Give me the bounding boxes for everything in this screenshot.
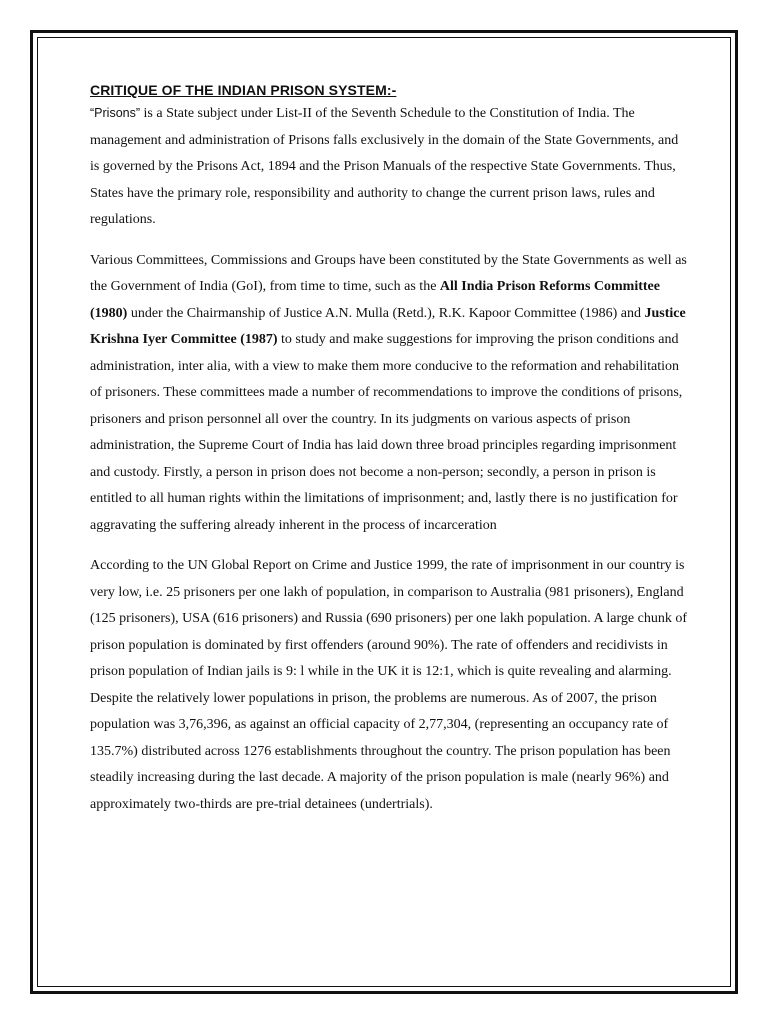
document-title: CRITIQUE OF THE INDIAN PRISON SYSTEM:- [90, 82, 397, 98]
document-body [90, 80, 690, 832]
paragraph-text: According to the UN Global Report on Crime and Justice 1999, the rate of imprisonment in our country is very low, i.e. 25 prisoners per one lakh of population, in comparison to Australia (981 prisoners), England (125 prisoners), USA (616 prisoners) and Russia (690 prisoners) per one lakh population. A large chunk of prison population is dominated by first offenders (around 90%). The rate of offenders and recidivists in prison population of Indian jails is 9: l while in the UK it is 12:1, which is quite revealing and alarming. Despite the relatively lower populations in prison, the problems are numerous. As of 2007, the prison population was 3,76,396, as against an official capacity of 2,77,304, (representing an occupancy rate of 135.7%) distributed across 1276 establishments throughout the country. The prison population has been steadily increasing during the last decade. A majority of the prison population is male (nearly 96%) and approximately two-thirds are pre-trial detainees (undertrials). [90, 558, 687, 812]
bold-committee-1987: Justice Krishna Iyer Committee (1987) [90, 305, 686, 347]
paragraph-text: under the Chairmanship of Justice A.N. Mulla (Retd.), R.K. Kapoor Committee (1986) and [127, 305, 645, 321]
paragraph-text: Various Committees, Commissions and Groups have been constituted by the State Governments as well as the Government of India (GoI), from time to time, such as the [90, 252, 687, 294]
paragraph-prisons-state-subject [90, 100, 690, 234]
paragraph-text: to study and make suggestions for improving the prison conditions and administration, inter alia, with a view to make them more conducive to the reformation and rehabilitation of prisoners. These committees made a number of recommendations to improve the conditions of prisons, prisoners and prison personnel all over the country. In its judgments on various aspects of prison administration, the Supreme Court of India has laid down three broad principles regarding imprisonment and custody. Firstly, a person in prison does not become a non-person; secondly, a person in prison is entitled to all human rights within the limitations of imprisonment; and, lastly there is no justification for aggravating the suffering already inherent in the process of incarceration [90, 332, 683, 533]
paragraph-committees [90, 248, 690, 540]
paragraph-imprisonment-rate [90, 553, 690, 818]
bold-committee-1980: All India Prison Reforms Committee (1980) [90, 279, 660, 321]
paragraph-lead-term: “Prisons” [90, 106, 141, 120]
paragraph-text: is a State subject under List-II of the Seventh Schedule to the Constitution of India. The management and administration of Prisons falls exclusively in the domain of the State Governments, and is governed by the Prisons Act, 1894 and the Prison Manuals of the respective State Governments. Thus, States have the primary role, responsibility and authority to change the current prison laws, rules and regulations. [90, 106, 679, 227]
